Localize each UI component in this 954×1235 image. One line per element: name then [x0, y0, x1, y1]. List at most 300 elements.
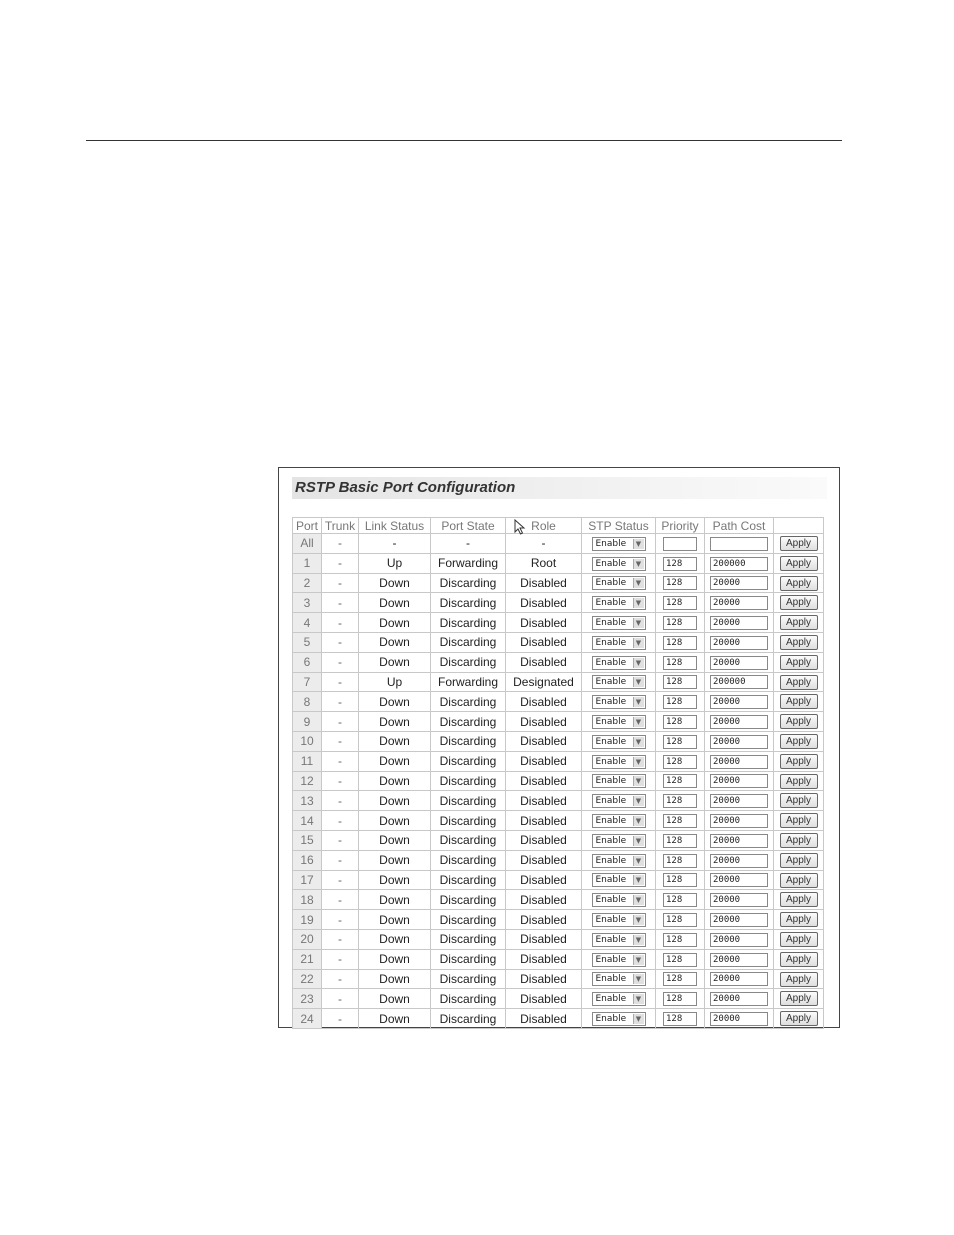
cell-stp-status: [582, 929, 656, 949]
cell-port-state: -: [431, 534, 506, 554]
stp-status-value: Enable: [595, 677, 627, 688]
stp-status-select[interactable]: [592, 1012, 646, 1026]
stp-status-select[interactable]: [592, 774, 646, 788]
chevron-down-icon: ▼: [633, 618, 644, 628]
cell-trunk: -: [322, 613, 359, 633]
cell-priority: [656, 989, 705, 1009]
cell-action: [774, 712, 824, 732]
chevron-down-icon: ▼: [633, 697, 644, 707]
cell-trunk: -: [322, 534, 359, 554]
priority-input[interactable]: 128: [663, 557, 697, 571]
stp-status-select[interactable]: [592, 755, 646, 769]
stp-status-select[interactable]: [592, 616, 646, 630]
path-cost-input[interactable]: 20000: [710, 873, 768, 887]
stp-status-value: Enable: [595, 895, 627, 906]
stp-status-value: Enable: [595, 934, 627, 945]
cell-priority: [656, 751, 705, 771]
path-cost-input[interactable]: 20000: [710, 814, 768, 828]
priority-input[interactable]: 128: [663, 953, 697, 967]
cell-trunk: -: [322, 949, 359, 969]
chevron-down-icon: ▼: [633, 836, 644, 846]
cell-link-status: Down: [359, 573, 431, 593]
cell-stp-status: [582, 672, 656, 692]
apply-button[interactable]: Apply: [780, 754, 818, 769]
stp-status-select[interactable]: [592, 972, 646, 986]
cell-trunk: -: [322, 830, 359, 850]
table-row: [293, 910, 824, 930]
stp-status-select[interactable]: [592, 854, 646, 868]
cell-priority: [656, 771, 705, 791]
cell-priority: [656, 731, 705, 751]
chevron-down-icon: ▼: [633, 935, 644, 945]
stp-status-select[interactable]: [592, 715, 646, 729]
apply-button[interactable]: Apply: [780, 635, 818, 650]
stp-status-select[interactable]: [592, 596, 646, 610]
cell-priority: [656, 969, 705, 989]
apply-button[interactable]: Apply: [780, 991, 818, 1006]
apply-button[interactable]: Apply: [780, 734, 818, 749]
cell-port-state: Discarding: [431, 870, 506, 890]
cell-link-status: Down: [359, 791, 431, 811]
apply-button[interactable]: Apply: [780, 853, 818, 868]
cell-link-status: Down: [359, 652, 431, 672]
apply-button[interactable]: Apply: [780, 972, 818, 987]
stp-status-select[interactable]: [592, 794, 646, 808]
priority-input[interactable]: 128: [663, 715, 697, 729]
cell-port: 6: [293, 652, 322, 672]
cell-link-status: Down: [359, 969, 431, 989]
stp-status-select[interactable]: [592, 913, 646, 927]
path-cost-input[interactable]: 200000: [710, 675, 768, 689]
priority-input[interactable]: 128: [663, 656, 697, 670]
chevron-down-icon: ▼: [633, 915, 644, 925]
cell-link-status: Down: [359, 613, 431, 633]
chevron-down-icon: ▼: [633, 856, 644, 866]
cell-trunk: -: [322, 811, 359, 831]
port-config-table: [292, 517, 824, 1029]
cell-trunk: -: [322, 632, 359, 652]
cell-path-cost: [705, 989, 774, 1009]
priority-input[interactable]: 128: [663, 933, 697, 947]
cell-link-status: Down: [359, 593, 431, 613]
path-cost-input[interactable]: 20000: [710, 695, 768, 709]
cell-priority: [656, 870, 705, 890]
cell-action: [774, 751, 824, 771]
stp-status-select[interactable]: [592, 675, 646, 689]
cell-port: 22: [293, 969, 322, 989]
path-cost-input[interactable]: 200000: [710, 557, 768, 571]
cell-role: Root: [506, 553, 582, 573]
cell-path-cost: [705, 910, 774, 930]
cell-role: Disabled: [506, 791, 582, 811]
cell-path-cost: [705, 632, 774, 652]
cell-path-cost: [705, 553, 774, 573]
cell-stp-status: [582, 771, 656, 791]
cell-role: Disabled: [506, 929, 582, 949]
cell-role: Disabled: [506, 850, 582, 870]
chevron-down-icon: ▼: [633, 638, 644, 648]
cell-action: [774, 652, 824, 672]
apply-button[interactable]: Apply: [780, 615, 818, 630]
cell-action: [774, 870, 824, 890]
panel-title: RSTP Basic Port Configuration: [292, 477, 827, 499]
path-cost-input[interactable]: 20000: [710, 774, 768, 788]
stp-status-value: Enable: [595, 657, 627, 668]
stp-status-select[interactable]: [592, 992, 646, 1006]
rstp-port-config-panel: [278, 467, 840, 1028]
priority-input[interactable]: 128: [663, 596, 697, 610]
cell-role: Disabled: [506, 1009, 582, 1029]
cell-port-state: Discarding: [431, 712, 506, 732]
cell-port: 3: [293, 593, 322, 613]
page-divider: [86, 140, 842, 141]
cell-role: Disabled: [506, 890, 582, 910]
priority-input[interactable]: 128: [663, 992, 697, 1006]
stp-status-value: Enable: [595, 618, 627, 628]
table-row: [293, 830, 824, 850]
stp-status-value: Enable: [595, 974, 627, 985]
cell-path-cost: [705, 969, 774, 989]
stp-status-value: Enable: [595, 994, 627, 1005]
priority-input[interactable]: 128: [663, 972, 697, 986]
priority-input[interactable]: 128: [663, 913, 697, 927]
cell-port: 12: [293, 771, 322, 791]
header-port: Port: [293, 518, 322, 534]
cell-link-status: Up: [359, 553, 431, 573]
cell-port-state: Discarding: [431, 791, 506, 811]
apply-button[interactable]: Apply: [780, 556, 818, 571]
priority-input[interactable]: 128: [663, 675, 697, 689]
header-action: [774, 518, 824, 534]
cell-port-state: Discarding: [431, 632, 506, 652]
path-cost-input[interactable]: 20000: [710, 755, 768, 769]
path-cost-input[interactable]: 20000: [710, 972, 768, 986]
stp-status-select[interactable]: [592, 735, 646, 749]
priority-input[interactable]: 128: [663, 735, 697, 749]
cell-trunk: -: [322, 929, 359, 949]
cell-link-status: Up: [359, 672, 431, 692]
cell-action: [774, 1009, 824, 1029]
apply-button[interactable]: Apply: [780, 595, 818, 610]
cell-stp-status: [582, 811, 656, 831]
chevron-down-icon: ▼: [633, 875, 644, 885]
path-cost-input[interactable]: 20000: [710, 576, 768, 590]
table-row: [293, 731, 824, 751]
cell-action: [774, 910, 824, 930]
chevron-down-icon: ▼: [633, 658, 644, 668]
cell-port-state: Discarding: [431, 850, 506, 870]
priority-input[interactable]: 128: [663, 755, 697, 769]
cell-port-state: Discarding: [431, 910, 506, 930]
cell-action: [774, 830, 824, 850]
stp-status-value: Enable: [595, 637, 627, 648]
table-row: [293, 1009, 824, 1029]
priority-input[interactable]: 128: [663, 1012, 697, 1026]
path-cost-input[interactable]: 20000: [710, 933, 768, 947]
apply-button[interactable]: Apply: [780, 1011, 818, 1026]
cell-trunk: -: [322, 870, 359, 890]
header-trunk: Trunk: [322, 518, 359, 534]
table-row: [293, 553, 824, 573]
apply-button[interactable]: Apply: [780, 694, 818, 709]
apply-button[interactable]: Apply: [780, 774, 818, 789]
cell-trunk: -: [322, 850, 359, 870]
cell-stp-status: [582, 1009, 656, 1029]
priority-input[interactable]: 128: [663, 834, 697, 848]
cell-stp-status: [582, 791, 656, 811]
cell-path-cost: [705, 573, 774, 593]
apply-button[interactable]: Apply: [780, 714, 818, 729]
stp-status-select[interactable]: [592, 834, 646, 848]
stp-status-value: Enable: [595, 558, 627, 569]
priority-input[interactable]: 128: [663, 893, 697, 907]
chevron-down-icon: ▼: [633, 994, 644, 1004]
apply-button[interactable]: Apply: [780, 576, 818, 591]
cell-role: Disabled: [506, 811, 582, 831]
cell-trunk: -: [322, 751, 359, 771]
path-cost-input[interactable]: 20000: [710, 1012, 768, 1026]
stp-status-value: Enable: [595, 716, 627, 727]
path-cost-input[interactable]: 20000: [710, 794, 768, 808]
cell-port: 2: [293, 573, 322, 593]
chevron-down-icon: ▼: [633, 757, 644, 767]
chevron-down-icon: ▼: [633, 895, 644, 905]
cell-action: [774, 593, 824, 613]
cell-port-state: Discarding: [431, 830, 506, 850]
cell-trunk: -: [322, 731, 359, 751]
table-row: [293, 652, 824, 672]
chevron-down-icon: ▼: [633, 1014, 644, 1024]
cell-trunk: -: [322, 771, 359, 791]
cell-role: Disabled: [506, 910, 582, 930]
cell-priority: [656, 1009, 705, 1029]
apply-button[interactable]: Apply: [780, 873, 818, 888]
cell-link-status: Down: [359, 811, 431, 831]
stp-status-value: Enable: [595, 796, 627, 807]
priority-input[interactable]: 128: [663, 576, 697, 590]
apply-button[interactable]: Apply: [780, 912, 818, 927]
cell-port-state: Discarding: [431, 652, 506, 672]
cell-trunk: -: [322, 553, 359, 573]
table-row: [293, 850, 824, 870]
cell-action: [774, 771, 824, 791]
cell-role: -: [506, 534, 582, 554]
cell-link-status: Down: [359, 751, 431, 771]
apply-button[interactable]: Apply: [780, 675, 818, 690]
table-row: [293, 890, 824, 910]
priority-input[interactable]: 128: [663, 854, 697, 868]
cell-role: Disabled: [506, 652, 582, 672]
cell-trunk: -: [322, 791, 359, 811]
cell-priority: [656, 791, 705, 811]
cell-link-status: Down: [359, 949, 431, 969]
cell-trunk: -: [322, 692, 359, 712]
path-cost-input[interactable]: 20000: [710, 854, 768, 868]
cell-port-state: Discarding: [431, 811, 506, 831]
cell-link-status: Down: [359, 850, 431, 870]
stp-status-value: Enable: [595, 736, 627, 747]
cell-priority: [656, 949, 705, 969]
stp-status-select[interactable]: [592, 636, 646, 650]
cell-action: [774, 534, 824, 554]
cell-stp-status: [582, 731, 656, 751]
cell-action: [774, 731, 824, 751]
table-row: [293, 672, 824, 692]
cell-priority: [656, 553, 705, 573]
cell-port: 4: [293, 613, 322, 633]
header-stp-status: STP Status: [582, 518, 656, 534]
cell-role: Disabled: [506, 712, 582, 732]
cell-link-status: Down: [359, 929, 431, 949]
cell-link-status: Down: [359, 890, 431, 910]
path-cost-input[interactable]: 20000: [710, 735, 768, 749]
cell-stp-status: [582, 890, 656, 910]
stp-status-value: Enable: [595, 578, 627, 589]
cell-path-cost: [705, 692, 774, 712]
cell-path-cost: [705, 672, 774, 692]
apply-button[interactable]: Apply: [780, 813, 818, 828]
priority-input[interactable]: 128: [663, 616, 697, 630]
cell-link-status: Down: [359, 830, 431, 850]
stp-status-value: Enable: [595, 914, 627, 925]
cell-path-cost: [705, 712, 774, 732]
cell-priority: [656, 534, 705, 554]
stp-status-select[interactable]: [592, 656, 646, 670]
cell-port-state: Discarding: [431, 692, 506, 712]
stp-status-select[interactable]: [592, 537, 646, 551]
cell-role: Disabled: [506, 771, 582, 791]
path-cost-input[interactable]: 20000: [710, 715, 768, 729]
apply-button[interactable]: Apply: [780, 536, 818, 551]
cell-link-status: Down: [359, 870, 431, 890]
stp-status-value: Enable: [595, 954, 627, 965]
stp-status-select[interactable]: [592, 953, 646, 967]
cell-action: [774, 929, 824, 949]
priority-input[interactable]: 128: [663, 636, 697, 650]
cell-role: Disabled: [506, 949, 582, 969]
cell-priority: [656, 850, 705, 870]
cell-stp-status: [582, 593, 656, 613]
cell-stp-status: [582, 534, 656, 554]
cell-role: Disabled: [506, 989, 582, 1009]
apply-button[interactable]: Apply: [780, 952, 818, 967]
stp-status-value: Enable: [595, 875, 627, 886]
path-cost-input[interactable]: 20000: [710, 616, 768, 630]
priority-input[interactable]: 128: [663, 794, 697, 808]
header-priority: Priority: [656, 518, 705, 534]
cell-link-status: Down: [359, 1009, 431, 1029]
cell-trunk: -: [322, 1009, 359, 1029]
path-cost-input[interactable]: 20000: [710, 953, 768, 967]
stp-status-select[interactable]: [592, 873, 646, 887]
cell-role: Disabled: [506, 692, 582, 712]
priority-input[interactable]: 128: [663, 695, 697, 709]
cell-stp-status: [582, 692, 656, 712]
path-cost-input[interactable]: 20000: [710, 596, 768, 610]
path-cost-input[interactable]: [710, 537, 768, 551]
apply-button[interactable]: Apply: [780, 932, 818, 947]
stp-status-value: Enable: [595, 598, 627, 609]
cell-priority: [656, 593, 705, 613]
stp-status-select[interactable]: [592, 557, 646, 571]
cell-link-status: Down: [359, 692, 431, 712]
cell-path-cost: [705, 771, 774, 791]
cell-path-cost: [705, 593, 774, 613]
cell-link-status: Down: [359, 989, 431, 1009]
cell-role: Disabled: [506, 751, 582, 771]
priority-input[interactable]: 128: [663, 814, 697, 828]
cell-link-status: Down: [359, 910, 431, 930]
priority-input[interactable]: [663, 537, 697, 551]
cell-link-status: Down: [359, 712, 431, 732]
path-cost-input[interactable]: 20000: [710, 893, 768, 907]
chevron-down-icon: ▼: [633, 677, 644, 687]
apply-button[interactable]: Apply: [780, 793, 818, 808]
cell-port-state: Discarding: [431, 751, 506, 771]
cell-port-state: Discarding: [431, 573, 506, 593]
cell-path-cost: [705, 652, 774, 672]
path-cost-input[interactable]: 20000: [710, 656, 768, 670]
cell-role: Designated: [506, 672, 582, 692]
chevron-down-icon: ▼: [633, 717, 644, 727]
table-row: [293, 573, 824, 593]
stp-status-value: Enable: [595, 538, 627, 549]
stp-status-select[interactable]: [592, 933, 646, 947]
cell-priority: [656, 830, 705, 850]
apply-button[interactable]: Apply: [780, 833, 818, 848]
cell-role: Disabled: [506, 870, 582, 890]
path-cost-input[interactable]: 20000: [710, 992, 768, 1006]
path-cost-input[interactable]: 20000: [710, 834, 768, 848]
cell-stp-status: [582, 850, 656, 870]
path-cost-input[interactable]: 20000: [710, 913, 768, 927]
table-row: [293, 791, 824, 811]
cell-trunk: -: [322, 672, 359, 692]
stp-status-select[interactable]: [592, 893, 646, 907]
table-row: [293, 771, 824, 791]
stp-status-select[interactable]: [592, 576, 646, 590]
cell-action: [774, 890, 824, 910]
cell-trunk: -: [322, 969, 359, 989]
cell-role: Disabled: [506, 613, 582, 633]
stp-status-select[interactable]: [592, 695, 646, 709]
cell-port-state: Discarding: [431, 1009, 506, 1029]
apply-button[interactable]: Apply: [780, 892, 818, 907]
cell-action: [774, 573, 824, 593]
cell-action: [774, 949, 824, 969]
priority-input[interactable]: 128: [663, 873, 697, 887]
path-cost-input[interactable]: 20000: [710, 636, 768, 650]
table-row: [293, 534, 824, 554]
stp-status-select[interactable]: [592, 814, 646, 828]
cell-port-state: Discarding: [431, 593, 506, 613]
cell-action: [774, 692, 824, 712]
apply-button[interactable]: Apply: [780, 655, 818, 670]
cell-port-state: Forwarding: [431, 553, 506, 573]
cell-action: [774, 791, 824, 811]
stp-status-value: Enable: [595, 815, 627, 826]
cell-path-cost: [705, 850, 774, 870]
stp-status-value: Enable: [595, 855, 627, 866]
header-role: Role: [506, 518, 582, 534]
cell-port-state: Discarding: [431, 613, 506, 633]
priority-input[interactable]: 128: [663, 774, 697, 788]
chevron-down-icon: ▼: [633, 598, 644, 608]
cell-link-status: Down: [359, 731, 431, 751]
cell-port: 19: [293, 910, 322, 930]
cell-port: 24: [293, 1009, 322, 1029]
cell-priority: [656, 712, 705, 732]
